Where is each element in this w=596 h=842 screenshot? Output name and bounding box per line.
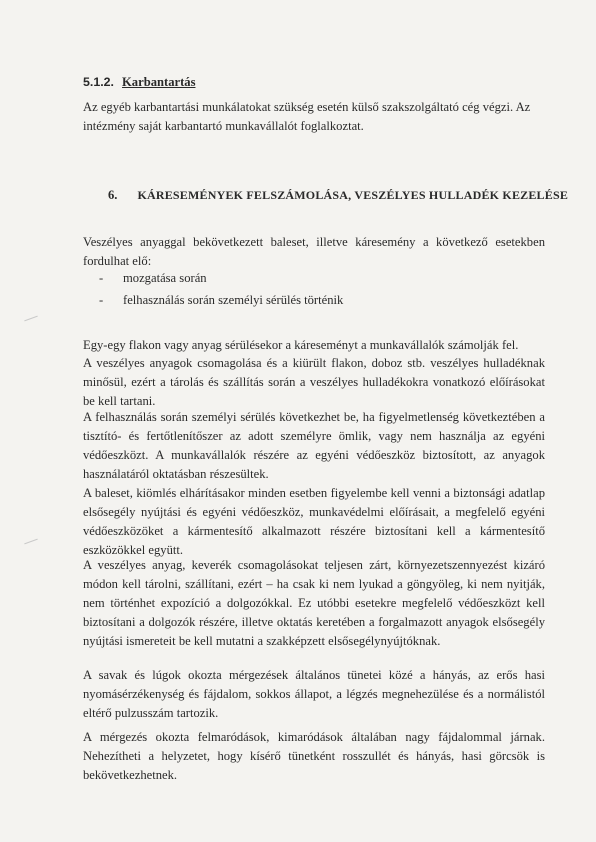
body-paragraph: A baleset, kiömlés elhárításakor minden esetben figyelembe kell venni a biztonsági adatlap elsősegély nyújtási és egyéni védőeszköz, munkavédelmi előírásait, a megfelelő egyéni védőeszközöket a kármentesítő alkalmazott részére biztosítani kell a kármentesítő eszközökkel együtt. bbox=[83, 486, 545, 557]
body-paragraph: A savak és lúgok okozta mérgezések általános tünetei közé a hányás, az erős hasi nyomásérzékenység és fájdalom, sokkos állapot, a légzés megnehezülése és a normálistól eltérő pulzusszám tartozik. bbox=[83, 668, 545, 720]
section-title: Karbantartás bbox=[122, 75, 196, 89]
list-item-text: mozgatása során bbox=[123, 271, 207, 285]
body-paragraph: Egy-egy flakon vagy anyag sérülésekor a káreseményt a munkavállalók számolják fel. bbox=[83, 338, 519, 352]
body-paragraph: A mérgezés okozta felmaródások, kimaródások általában nagy fájdalommal járnak. Nehezítheti a helyzetet, hogy kísérő tünetként rosszullét és hányás, hasi görcsök is bekövetkezhetnek. bbox=[83, 730, 545, 782]
body-paragraph: A veszélyes anyagok csomagolása és a kiürült flakon, doboz stb. veszélyes hulladéknak minősül, ezért a tárolás és szállítás során a veszélyes hulladékokra vonatkozó előírásokat be kell tartani. bbox=[83, 356, 545, 408]
bullet-list bbox=[99, 269, 523, 313]
intro-paragraph: Veszélyes anyaggal bekövetkezett baleset, illetve káresemény a következő esetekben fordulhat elő: bbox=[83, 235, 545, 268]
section-512-text: Az egyéb karbantartási munkálatokat szükség esetén külső szakszolgáltató cég végzi. Az intézmény saját karbantartó munkavállalót foglalkoztat. bbox=[83, 100, 531, 133]
list-item: - felhasználás során személyi sérülés történik bbox=[99, 293, 344, 307]
section-number: 5.1.2. bbox=[83, 75, 115, 89]
section-heading-512 bbox=[83, 73, 195, 93]
body-paragraph: A veszélyes anyag, keverék csomagolásokat teljesen zárt, környezetszennyezést kizáró módon kell tárolni, szállítani, ezért – ha csak ki nem lyukad a göngyöleg, ki nem nyitják, nem történhet expozíció a dolgozókkal. Ez utóbbi esetekre megfelelő védőeszközt kell biztosítani a dolgozók részére, illetve oktatás keretében a forgalmazott anyagok elsősegély nyújtási ismereteit be kell mutatni a szakképzett elsősegélynyújtóknak. bbox=[83, 558, 545, 648]
section-heading-6 bbox=[108, 186, 568, 204]
section-number: 6. bbox=[108, 188, 118, 202]
scan-mark bbox=[24, 316, 37, 322]
body-paragraph: A felhasználás során személyi sérülés következhet be, ha figyelmetlenség következtében a tisztító- és fertőtlenítőszer az adott személyre ömlik, vagy nem használja az egyéni védőeszközt. A munkavállalók részére az egyéni védőeszköz biztosított, az anyagok használatáról oktatásban részesültek. bbox=[83, 410, 545, 481]
scan-mark bbox=[24, 539, 37, 545]
list-item-text: felhasználás során személyi sérülés történik bbox=[123, 293, 344, 307]
list-item: - mozgatása során bbox=[99, 271, 207, 285]
section-title: KÁRESEMÉNYEK FELSZÁMOLÁSA, VESZÉLYES HULLADÉK KEZELÉSE bbox=[137, 188, 569, 202]
